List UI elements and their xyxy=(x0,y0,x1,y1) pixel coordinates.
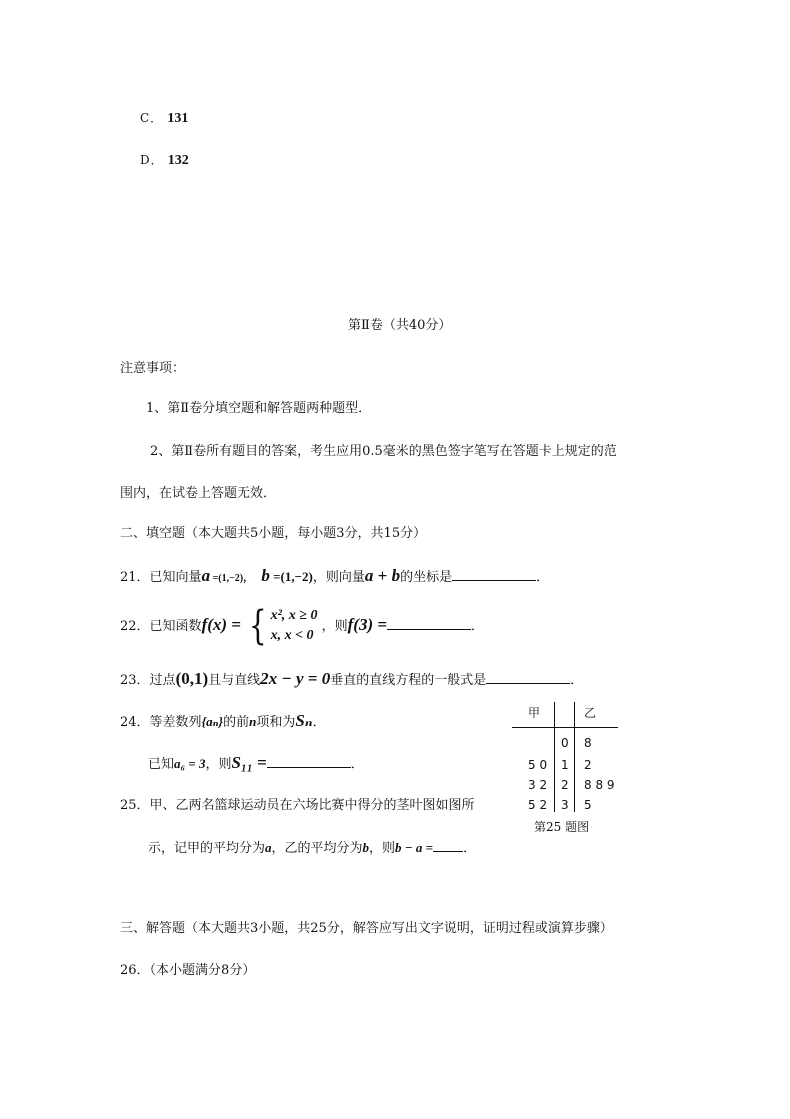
stem-leaf-row-1-stem: 0 xyxy=(561,736,569,750)
q23-number: 23． xyxy=(120,673,150,688)
q25-a: a xyxy=(265,840,272,855)
q21-plus: + xyxy=(373,566,392,585)
q24-s11: S₁₁ = xyxy=(231,753,267,772)
stem-leaf-row-4-left: 5 2 xyxy=(528,798,548,812)
q21-text-1: 已知向量 xyxy=(149,570,202,585)
q22-text-1: 已知函数 xyxy=(149,619,202,634)
q21-end: ． xyxy=(536,570,550,585)
question-25-line-1 xyxy=(120,797,475,815)
q24-sn: Sₙ xyxy=(295,711,313,730)
notice-heading: 注意事项： xyxy=(120,361,186,376)
question-25-line-2 xyxy=(148,839,476,858)
q25-text-2: ，乙的平均分为 xyxy=(271,841,363,856)
q24-number: 24． xyxy=(120,715,150,730)
stem-leaf-row-3-left: 3 2 xyxy=(528,778,548,792)
part2-heading: 二、填空题（本大题共5小题，每小题3分，共15分） xyxy=(120,526,427,541)
option-c xyxy=(140,109,188,128)
q21-sum-a: a xyxy=(364,566,374,585)
stem-leaf-row-4-right: 5 xyxy=(584,798,592,812)
q23-end: ． xyxy=(570,673,584,688)
notice-item-1: 1、第Ⅱ卷分填空题和解答题两种题型． xyxy=(146,401,372,416)
q23-text-2: 且与直线 xyxy=(208,673,261,688)
stem-leaf-header-rule xyxy=(512,727,618,728)
q24-text-3: 项和为 xyxy=(256,715,296,730)
q25-number: 25． xyxy=(120,798,150,813)
stem-leaf-header-right: 乙 xyxy=(584,706,597,720)
section-title: 第Ⅱ卷（共40分） xyxy=(348,318,452,333)
q21-vector-a-value: =(1,−2)， xyxy=(210,573,254,584)
part3-heading: 三、解答题（本大题共3小题，共25分，解答应写出文字说明，证明过程或演算步骤） xyxy=(120,921,613,936)
stem-leaf-row-1-right: 8 xyxy=(584,736,592,750)
question-23 xyxy=(120,670,583,690)
q22-f3: f(3) = xyxy=(347,615,388,634)
q25-answer-blank xyxy=(433,839,463,852)
q25-end: ． xyxy=(463,841,477,856)
q22-answer-blank xyxy=(387,617,471,630)
q21-sum-b: b xyxy=(391,566,401,585)
q24-end-2: ． xyxy=(350,757,364,772)
stem-leaf-right-rule xyxy=(574,702,575,812)
option-d xyxy=(140,151,189,170)
question-24-line-2 xyxy=(148,754,364,774)
stem-leaf-plot xyxy=(512,702,622,812)
stem-leaf-row-2-left: 5 0 xyxy=(528,758,548,772)
q22-number: 22． xyxy=(120,619,150,634)
q25-text-3: ，则 xyxy=(369,841,396,856)
stem-leaf-header-left: 甲 xyxy=(528,706,541,720)
notice-item-2-line-1: 2、第Ⅱ卷所有题目的答案，考生应用0.5毫米的黑色签字笔写在答题卡上规定的范 xyxy=(150,444,617,459)
q21-vector-b: b xyxy=(261,566,270,585)
q22-end: ． xyxy=(471,619,485,634)
q24-text-4: 已知 xyxy=(148,757,175,772)
q21-vector-a: a xyxy=(201,566,211,585)
option-d-label: D． xyxy=(140,153,164,167)
question-24-line-1 xyxy=(120,712,326,732)
q22-case-1: x², x ≥ 0 xyxy=(270,608,318,623)
question-21 xyxy=(120,567,549,588)
q23-answer-blank xyxy=(486,671,570,684)
option-c-value: 131 xyxy=(167,111,189,126)
q22-fx: f(x) = xyxy=(201,615,241,634)
q23-text-1: 过点 xyxy=(149,673,176,688)
q24-text-2: 的前 xyxy=(223,715,250,730)
q23-point: (0,1) xyxy=(175,669,209,688)
q21-text-2: ，则向量 xyxy=(312,570,365,585)
q21-text-3: 的坐标是 xyxy=(400,570,453,585)
stem-leaf-row-4-stem: 3 xyxy=(561,798,569,812)
q22-piecewise xyxy=(245,605,317,649)
q24-a6: a₆ = 3 xyxy=(174,756,206,771)
q24-text-1: 等差数列 xyxy=(149,715,202,730)
q21-answer-blank xyxy=(452,568,536,581)
q22-brace: { xyxy=(248,603,267,649)
stem-leaf-left-rule xyxy=(554,702,555,812)
q24-end-1: ． xyxy=(312,715,326,730)
stem-leaf-row-2-stem: 1 xyxy=(561,758,569,772)
q21-number: 21． xyxy=(120,570,150,585)
q25-expression: b − a = xyxy=(395,840,434,855)
stem-leaf-row-3-right: 8 8 9 xyxy=(584,778,615,792)
notice-item-2-line-2: 围内，在试卷上答题无效． xyxy=(120,486,277,501)
q22-text-2: ，则 xyxy=(321,619,348,634)
question-22 xyxy=(120,603,484,649)
stem-leaf-caption: 第25 题图 xyxy=(534,820,590,834)
q22-case-2: x, x < 0 xyxy=(270,628,314,643)
question-26: 26．（本小题满分8分） xyxy=(120,963,256,978)
stem-leaf-row-2-right: 2 xyxy=(584,758,592,772)
q25-b: b xyxy=(362,840,370,855)
q21-vector-b-value: =(1,−2) xyxy=(269,569,313,584)
q25-text-1: 示，记甲的平均分为 xyxy=(148,841,266,856)
option-d-value: 132 xyxy=(167,153,189,168)
q24-text-5: ，则 xyxy=(205,757,232,772)
option-c-label: C． xyxy=(140,111,164,125)
q24-n: n xyxy=(249,714,257,729)
q24-sequence: {aₙ} xyxy=(201,714,224,729)
q25-line-1-text: 甲、乙两名篮球运动员在六场比赛中得分的茎叶图如图所 xyxy=(149,798,475,813)
stem-leaf-row-3-stem: 2 xyxy=(561,778,569,792)
q23-text-3: 垂直的直线方程的一般式是 xyxy=(330,673,487,688)
q24-answer-blank xyxy=(267,755,351,768)
q23-line: 2x − y = 0 xyxy=(260,669,331,688)
